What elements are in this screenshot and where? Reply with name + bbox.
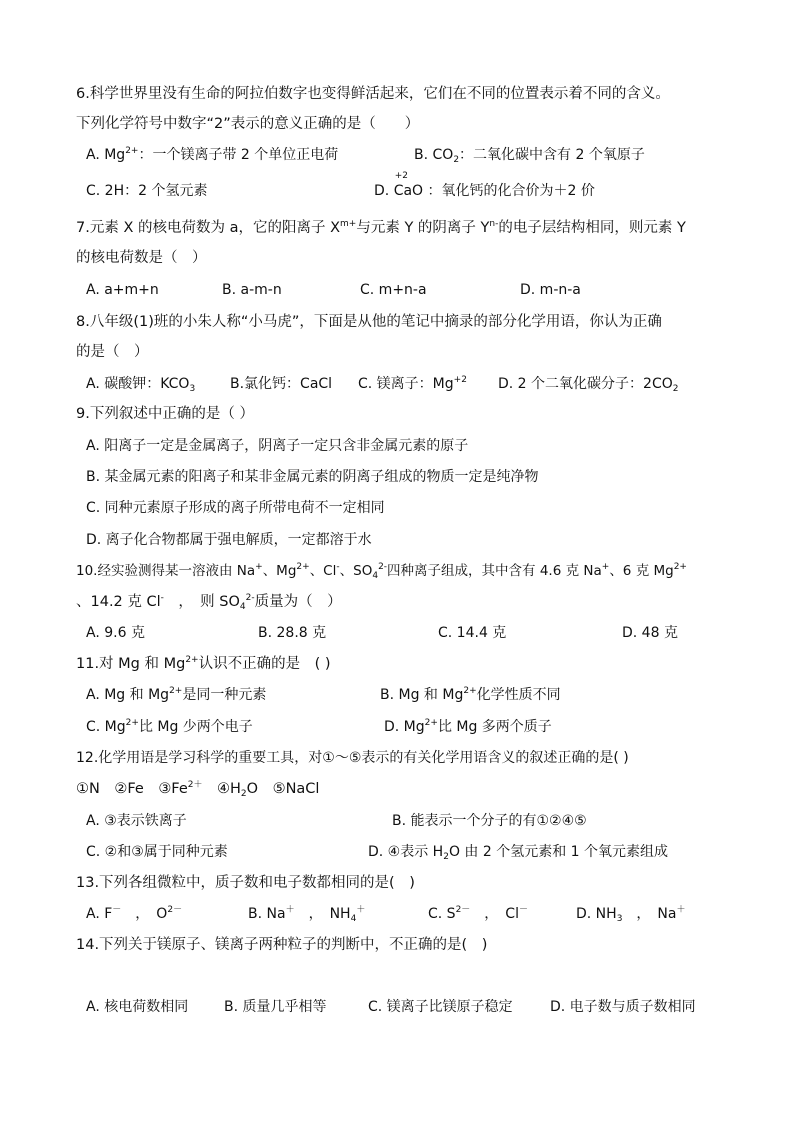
q7-s1-sup1: m+ (340, 219, 357, 229)
q10-s3: 、Cl (309, 563, 337, 579)
q14-d-text: D. 电子数与质子数相同 (550, 999, 696, 1015)
q9-option-d[interactable] (86, 530, 372, 550)
q11-b-sup: 2+ (463, 686, 477, 696)
q11-option-c[interactable] (86, 717, 253, 737)
q8-stem-line1 (76, 312, 662, 332)
q13-d-sub: 3 (616, 914, 623, 924)
q14-option-d[interactable] (550, 997, 696, 1017)
q8-option-a[interactable] (86, 374, 195, 394)
q12-stem-text: 12.化学用语是学习科学的重要工具，对①～⑤表示的有关化学用语含义的叙述正确的是( ) (76, 750, 629, 766)
q10-stem-line1 (76, 561, 687, 581)
q12-option-a[interactable] (86, 811, 187, 831)
q11-option-d[interactable] (384, 717, 552, 737)
q8-a-pre: A. 碳酸钾：KCO (86, 376, 190, 392)
q10-a-text: A. 9.6 克 (86, 625, 145, 641)
q6-d-post: O ：氧化钙的化合价为＋2 价 (412, 183, 595, 199)
q10-s6: 、6 克 Mg (609, 563, 674, 579)
q12-a-text: A. ③表示铁离子 (86, 813, 187, 829)
q6-d-valence-ca (393, 171, 413, 201)
q11-option-b[interactable] (380, 685, 561, 705)
q10-s4-sub: 4 (372, 571, 379, 581)
q12-list-a: ①N ②Fe ③Fe (76, 781, 188, 797)
q10-s2: 、Mg (262, 563, 297, 579)
q13-a-sup2: 2－ (167, 905, 183, 915)
q6-b-sub: 2 (453, 155, 460, 165)
q7-c-text: C. m+n-a (360, 282, 427, 298)
q9-a-text: A. 阳离子一定是金属离子，阴离子一定只含非金属元素的原子 (86, 438, 469, 454)
q6-b-pre: B. CO (414, 147, 454, 163)
q12-symbol-list (76, 779, 319, 799)
q10-s3-sup: - (336, 562, 340, 572)
q10-s4-sup: 2- (378, 562, 388, 572)
q6-stem-line1 (76, 84, 670, 104)
q10-l2-sub: 4 (239, 602, 246, 612)
q14-option-a[interactable] (86, 997, 188, 1017)
q10-s4: 、SO (339, 563, 373, 579)
q10-option-d[interactable] (622, 623, 678, 643)
q11-stem-b: 认识不正确的是 ( ) (198, 656, 331, 672)
q7-a-text: A. a+m+n (86, 282, 159, 298)
q6-a-post: ：一个镁离子带 2 个单位正电荷 (138, 147, 339, 163)
q13-stem-text: 13.下列各组微粒中，质子数和电子数都相同的是( ) (76, 875, 415, 891)
q10-option-b[interactable] (258, 623, 326, 643)
q6-stem-text2: 下列化学符号中数字“2”表示的意义正确的是（ ） (76, 116, 420, 132)
q6-option-b[interactable] (414, 145, 645, 165)
q13-stem (76, 873, 415, 893)
q11-option-a[interactable] (86, 685, 266, 705)
q14-option-c[interactable] (368, 997, 513, 1017)
q6-d-valence: +2 (394, 171, 408, 181)
q12-list-b: ④H (202, 781, 241, 797)
q10-l2b: ， 则 SO (163, 594, 240, 610)
q8-d-sub: 2 (672, 384, 679, 394)
q14-stem (76, 935, 487, 955)
q6-a-sup: 2+ (125, 146, 139, 156)
q12-stem (76, 748, 629, 768)
q10-d-text: D. 48 克 (622, 625, 678, 641)
q13-option-a[interactable] (86, 904, 182, 924)
q11-c-pre: C. Mg (86, 719, 126, 735)
q6-option-d[interactable] (374, 171, 595, 201)
q12-d-pre: D. ④表示 H (368, 844, 444, 860)
q9-d-text: D. 离子化合物都属于强电解质，一定都溶于水 (86, 532, 372, 548)
q7-s1-sup2: n- (489, 219, 499, 229)
q10-s1-sup: + (255, 562, 263, 572)
q10-l2-sup: - (160, 593, 164, 603)
q10-s5-sup: + (601, 562, 610, 572)
q8-b-text: B.氯化钙：CaCl (230, 376, 333, 392)
q10-s6-sup: 2+ (673, 562, 687, 572)
q8-c-pre: C. 镁离子：Mg (358, 376, 454, 392)
q11-c-sup: 2+ (125, 718, 139, 728)
q9-option-c[interactable] (86, 498, 385, 518)
q11-b-post: 化学性质不同 (476, 687, 561, 703)
q10-c-text: C. 14.4 克 (438, 625, 507, 641)
q10-s2-sup: 2+ (296, 562, 310, 572)
q8-s2: 的是（ ） (76, 344, 149, 360)
q6-c-text: C. 2H：2 个氢元素 (86, 183, 208, 199)
q6-stem-text1: 6.科学世界里没有生命的阿拉伯数字也变得鲜活起来，它们在不同的位置表示着不同的含义。 (76, 86, 670, 102)
q6-option-c[interactable] (86, 181, 207, 201)
q11-d-pre: D. Mg (384, 719, 425, 735)
q13-b-sub: 4 (350, 914, 357, 924)
q11-d-post: 比 Mg 多两个质子 (437, 719, 552, 735)
q7-d-text: D. m-n-a (520, 282, 581, 298)
q10-l2c: 质量为（ ） (254, 594, 342, 610)
q9-b-text: B. 某金属元素的阳离子和某非金属元素的阴离子组成的物质一定是纯净物 (86, 469, 539, 485)
q7-s1c: 的电子层结构相同，则元素 Y (498, 220, 686, 236)
q12-list-sub: 2 (240, 789, 247, 799)
q13-b-sup1: ＋ (285, 905, 295, 915)
q8-option-c[interactable] (358, 374, 467, 394)
q12-d-sub: 2 (443, 852, 449, 862)
q13-option-c[interactable] (428, 904, 528, 924)
q10-l2-sup2: 2- (245, 593, 255, 603)
q13-b-pre: B. Na (248, 906, 286, 922)
q9-option-a[interactable] (86, 436, 468, 456)
q13-b-sup2: ＋ (356, 905, 366, 915)
q7-stem-line1 (76, 218, 686, 238)
q13-c-sup1: 2－ (455, 905, 471, 915)
q12-c-text: C. ②和③属于同种元素 (86, 844, 228, 860)
q6-a-pre: A. Mg (86, 147, 126, 163)
q10-b-text: B. 28.8 克 (258, 625, 327, 641)
q12-option-b[interactable] (392, 811, 587, 831)
q13-a-mid: ， O (121, 906, 168, 922)
q14-option-b[interactable] (224, 997, 327, 1017)
q10-stem-line2 (76, 592, 342, 612)
q12-list-sup: 2＋ (187, 780, 203, 790)
q10-l2a: 、14.2 克 Cl (76, 594, 161, 610)
q6-d-pre: D. (374, 183, 394, 199)
q8-c-sup: +2 (453, 375, 467, 385)
q13-d-pre: D. NH (576, 906, 617, 922)
q12-list-c: O ⑤NaCl (246, 781, 320, 797)
q9-option-b[interactable] (86, 467, 539, 487)
q6-d-ca: Ca (393, 183, 413, 199)
q13-option-d[interactable] (576, 904, 686, 924)
q11-a-pre: A. Mg 和 Mg (86, 687, 170, 703)
q7-stem-line2 (76, 248, 207, 268)
q10-s5: 四种离子组成，其中含有 4.6 克 Na (387, 563, 602, 579)
q7-option-b[interactable] (222, 280, 282, 300)
q14-c-text: C. 镁离子比镁原子稳定 (368, 999, 513, 1015)
q13-b-mid: ， NH (294, 906, 351, 922)
q7-option-c[interactable] (360, 280, 427, 300)
q6-option-a[interactable] (86, 145, 338, 165)
q8-a-sub: 3 (189, 384, 196, 394)
q8-s1: 8.八年级(1)班的小朱人称“小马虎”，下面是从他的笔记中摘录的部分化学用语，你认为正确 (76, 314, 662, 330)
q10-option-a[interactable] (86, 623, 145, 643)
q11-stem (76, 654, 331, 674)
q9-c-text: C. 同种元素原子形成的离子所带电荷不一定相同 (86, 500, 385, 516)
q10-s1: 10.经实验测得某一溶液由 Na (76, 563, 256, 579)
q8-option-d[interactable] (498, 374, 678, 394)
q13-c-sup2: － (518, 905, 528, 915)
q13-option-b[interactable] (248, 904, 365, 924)
q12-option-d[interactable] (368, 842, 668, 862)
q11-d-sup: 2+ (424, 718, 438, 728)
q9-stem-text: 9.下列叙述中正确的是（ ） (76, 406, 254, 422)
q14-a-text: A. 核电荷数相同 (86, 999, 189, 1015)
q14-stem-text: 14.下列关于镁原子、镁离子两种粒子的判断中，不正确的是( ) (76, 937, 488, 953)
q6-b-post: ：二氧化碳中含有 2 个氧原子 (459, 147, 645, 163)
q11-stem-a: 11.对 Mg 和 Mg (76, 656, 186, 672)
q11-a-post: 是同一种元素 (182, 687, 267, 703)
q13-a-pre: A. F (86, 906, 113, 922)
q14-b-text: B. 质量几乎相等 (224, 999, 327, 1015)
q8-d-pre: D. 2 个二氧化碳分子：2CO (498, 376, 673, 392)
q13-c-mid: ， Cl (470, 906, 519, 922)
q11-stem-sup: 2+ (185, 655, 199, 665)
q13-c-pre: C. S (428, 906, 456, 922)
q7-s1b: 与元素 Y 的阴离子 Y (356, 220, 490, 236)
q7-option-d[interactable] (520, 280, 581, 300)
q12-option-c[interactable] (86, 842, 228, 862)
q11-a-sup: 2+ (169, 686, 183, 696)
q11-b-pre: B. Mg 和 Mg (380, 687, 464, 703)
q13-d-sup: ＋ (676, 905, 686, 915)
q13-d-mid: ， Na (622, 906, 677, 922)
q9-stem (76, 404, 254, 424)
q7-option-a[interactable] (86, 280, 159, 300)
q8-stem-line2 (76, 342, 149, 362)
q12-d-post: O 由 2 个氢元素和 1 个氧元素组成 (448, 844, 669, 860)
q7-b-text: B. a-m-n (222, 282, 282, 298)
q6-stem-line2 (76, 114, 419, 134)
q11-c-post: 比 Mg 少两个电子 (138, 719, 253, 735)
q8-option-b[interactable] (230, 374, 332, 394)
q7-s1a: 7.元素 X 的核电荷数为 a，它的阳离子 X (76, 220, 341, 236)
q12-b-text: B. 能表示一个分子的有①②④⑤ (392, 813, 587, 829)
q13-a-sup1: － (112, 905, 122, 915)
q7-s2: 的核电荷数是（ ） (76, 250, 207, 266)
q10-option-c[interactable] (438, 623, 506, 643)
